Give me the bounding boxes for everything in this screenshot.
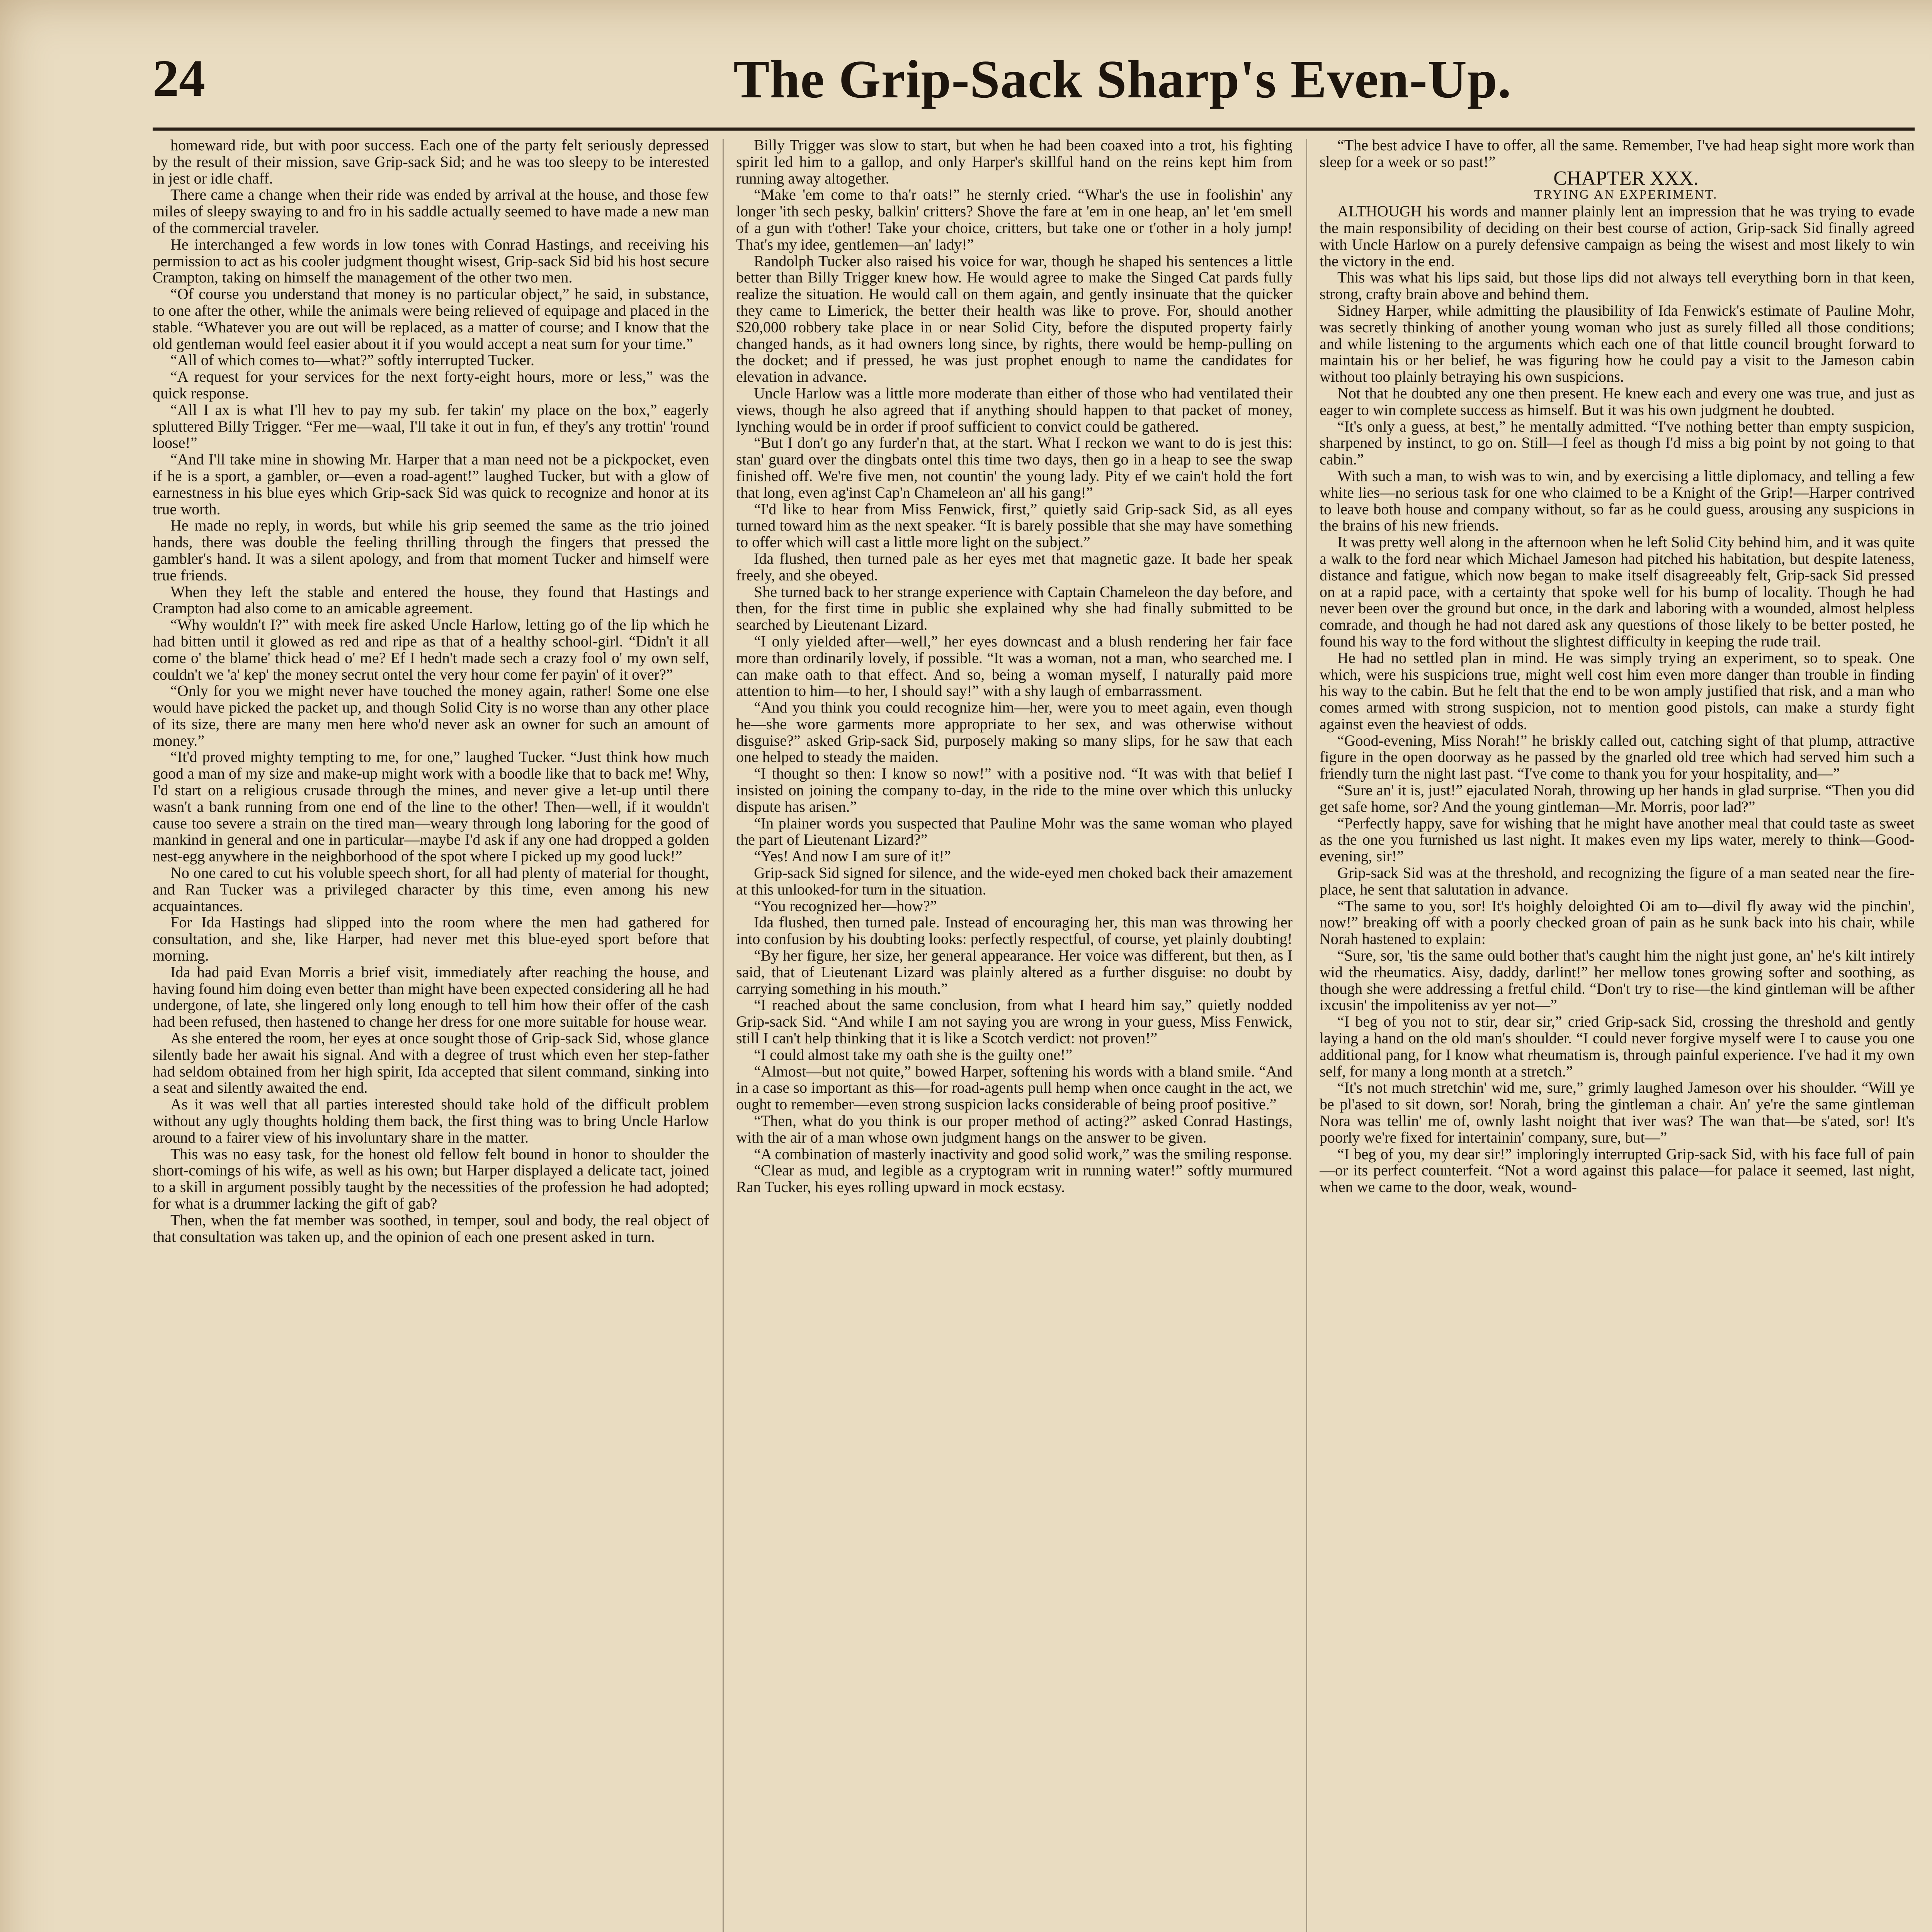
paragraph: homeward ride, but with poor success. Each one of the party felt seriously depressed by the result of their mission, save Grip-sack Sid; and he was too sleepy to be interested in jest or idle chaff. (153, 137, 709, 187)
paragraph: Grip-sack Sid was at the threshold, and recognizing the figure of a man seated near the fire-place, he sent that salutation in advance. (1320, 864, 1915, 898)
paragraph: “A request for your services for the next forty-eight hours, more or less,” was the quick response. (153, 368, 709, 402)
paragraph: “Perfectly happy, save for wishing that he might have another meal that could taste as sweet as the one you furnished us last night. It makes even my lips water, merely to think—Good-evening, sir!” (1320, 814, 1915, 865)
paragraph: “I beg of you, my dear sir!” imploringly interrupted Grip-sack Sid, with his face full of pain—or its perfect counterfeit. “Not a word against this palace—for palace it seemed, last night, when we came to the door, weak, wound- (1320, 1145, 1915, 1196)
paragraph: “Then, what do you think is our proper method of acting?” asked Conrad Hastings, with the air of a man whose own judgment hangs on the answer to be given. (736, 1112, 1293, 1146)
paragraph: “By her figure, her size, her general appearance. Her voice was different, but then, as I said, that of Lieutenant Lizard was plainly altered as a further disguise: no doubt by carrying something in his mouth.” (736, 947, 1293, 997)
paragraph: He made no reply, in words, but while his grip seemed the same as the trio joined hands, there was double the feeling thrilling through the fingers that pressed the gambler's hand. It was a silent apology, and from that moment Tucker and himself were true friends. (153, 517, 709, 584)
paragraph: “And you think you could recognize him—her, were you to meet again, even though he—she wore garments more appropriate to her sex, and was otherwise without disguise?” asked Grip-sack Sid, purposely making so many slips, for he saw that each one helped to steady the maiden. (736, 699, 1293, 766)
paragraph: “Good-evening, Miss Norah!” he briskly called out, catching sight of that plump, attractive figure in the open doorway as he passed by the gnarled old tree which had served him such a friendly turn the night last past. “I've come to thank you for your hospitality, and—” (1320, 731, 1915, 782)
paragraph: Ida flushed, then turned pale as her eyes met that magnetic gaze. It bade her speak freely, and she obeyed. (736, 549, 1293, 584)
paragraph: “Yes! And now I am sure of it!” (754, 847, 951, 865)
paragraph: “A combination of masterly inactivity and good solid work,” was the smiling response. (754, 1145, 1293, 1163)
paragraph: Sidney Harper, while admitting the plausibility of Ida Fenwick's estimate of Pauline Mohr, was secretly thinking of another young woman who just as surely filled all those conditions; and while listening to the arguments which each one of that little council brought forward to maintain his or her belief, he was figuring how he could pay a visit to the Jameson cabin without too plainly betraying his own suspicions. (1320, 301, 1915, 386)
running-title: The Grip-Sack Sharp's Even-Up. (733, 49, 1512, 109)
column-divider (723, 139, 724, 1932)
paragraph: “I thought so then: I know so now!” with a positive nod. “It was with that belief I insisted on joining the company to-day, in the ride to the mine over which this unlucky dispute has arisen.” (736, 765, 1293, 815)
paragraph: “Almost—but not quite,” bowed Harper, softening his words with a bland smile. “And in a case so important as this—for road-agents pull hemp when once caught in the act, we ought to remember—even strong suspicion lacks considerable of being proof positive.” (736, 1062, 1293, 1113)
paragraph: He interchanged a few words in low tones with Conrad Hastings, and receiving his permission to act as his cooler judgment thought wisest, Grip-sack Sid bid his host secure Crampton, taking on himself the management of the other two men. (153, 235, 709, 286)
chapter-heading: CHAPTER XXX. (1553, 167, 1699, 189)
paragraph: “I beg of you not to stir, dear sir,” cried Grip-sack Sid, crossing the threshold and gently laying a hand on the old man's shoulder. “I could never forgive myself were I to cause you one additional pang, for I know what rheumatism is, through painful experience. I've had it my own self, for many a long month at a stretch.” (1320, 1013, 1915, 1080)
paragraph: “But I don't go any furder'n that, at the start. What I reckon we want to do is jest this: stan' guard over the dingbats ontel this time two days, then go in a heap to see the swap finished off. We're five men, not countin' the young lady. Pity ef we cain't hold the fort that long, even ag'inst Cap'n Chameleon an' all his gang!” (736, 434, 1293, 501)
paragraph: Then, when the fat member was soothed, in temper, soul and body, the real object of that consultation was taken up, and the opinion of each one present asked in turn. (153, 1211, 709, 1245)
paragraph: “It's only a guess, at best,” he mentally admitted. “I've nothing better than empty suspicion, sharpened by instinct, to go on. Still—I feel as though I'd miss a big point by not going to that cabin.” (1320, 417, 1915, 468)
text-column-1 (153, 137, 709, 1932)
column-divider (1306, 139, 1307, 1932)
paragraph: “I reached about the same conclusion, from what I heard him say,” quietly nodded Grip-sack Sid. “And while I am not saying you are wrong in your guess, Miss Fenwick, still I can't help thinking that it is like a Scotch verdict: not proven!” (736, 996, 1293, 1047)
column-3-intro (1320, 137, 1915, 170)
paragraph: “Sure an' it is, just!” ejaculated Norah, throwing up her hands in glad surprise. “Then you did get safe home, sor? And the young gintleman—Mr. Morris, poor lad?” (1320, 781, 1915, 815)
paragraph: “In plainer words you suspected that Pauline Mohr was the same woman who played the part of Lieutenant Lizard?” (736, 814, 1293, 849)
paragraph: “I'd like to hear from Miss Fenwick, first,” quietly said Grip-sack Sid, as all eyes turned toward him as the next speaker. “It is barely possible that she may have something to offer which will cast a little more light on the subject.” (736, 500, 1293, 551)
page-number: 24 (153, 49, 205, 107)
column-3-body (1320, 203, 1915, 1196)
paragraph: “All I ax is what I'll hev to pay my sub. fer takin' my place on the box,” eagerly spluttered Billy Trigger. “Fer me—waal, I'll take it out in fun, ef they's any trottin' 'round loose!” (153, 401, 709, 452)
paragraph: “I only yielded after—well,” her eyes downcast and a blush rendering her fair face more than ordinarily lovely, if possible. “It was a woman, not a man, who searched me. I can make oath to that effect. And so, being a woman myself, I naturally paid more attention to him—to her, I should say!” with a shy laugh of embarrassment. (736, 632, 1293, 700)
paragraph: As she entered the room, her eyes at once sought those of Grip-sack Sid, whose glance silently bade her await his signal. And with a degree of trust which even her step-father had seldom obtained from her high spirit, Ida accepted that silent command, sinking into a seat and silently awaited the end. (153, 1029, 709, 1097)
paragraph: ALTHOUGH his words and manner plainly lent an impression that he was trying to evade the main responsibility of deciding on their best course of action, Grip-sack Sid finally agreed with Uncle Harlow on a purely defensive campaign as being the wisest and most likely to win the victory in the end. (1320, 202, 1915, 270)
paragraph: Ida had paid Evan Morris a brief visit, immediately after reaching the house, and having found him doing even better than might have been expected considering all he had undergone, of late, she lingered only long enough to tell him how their offer of the cash had been refused, then hastened to change her dress for one more suitable for house wear. (153, 963, 709, 1031)
paragraph: “The best advice I have to offer, all the same. Remember, I've had heap sight more work than sleep for a week or so past!” (1320, 137, 1915, 170)
paragraph: “All of which comes to—what?” softly interrupted Tucker. (170, 351, 535, 369)
paragraph: No one cared to cut his voluble speech short, for all had plenty of material for thought, and Ran Tucker was a privileged character by this time, even among his new acquaintances. (153, 864, 709, 915)
text-column-2 (736, 137, 1293, 1932)
paragraph: “You recognized her—how?” (754, 897, 937, 915)
paragraph: “Sure, sor, 'tis the same ould bother that's caught him the night just gone, an' he's kilt intirely wid the rheumatics. Aisy, daddy, darlint!” her mellow tones growing softer and soothing, as though she were addressing a fretful child. “Don't try to rise—the kind gintleman will be afther ixcusin' the impoliteniss av yer not—” (1320, 947, 1915, 1014)
paragraph: This was no easy task, for the honest old fellow felt bound in honor to shoulder the short-comings of his wife, as well as his own; but Harper displayed a delicate tact, joined to a skill in argument possibly taught by the necessities of the profession he had adopted; for what is a drummer lacking the gift of gab? (153, 1145, 709, 1212)
page-header (153, 41, 1915, 137)
paragraph: “It's not much stretchin' wid me, sure,” grimly laughed Jameson over his shoulder. “Will ye be pl'ased to sit down, sor! Norah, bring the gintleman a chair. An' ye're the same gintleman Nora was tellin' me of, ownly lasht noight that iver was? The wan that—be s'ated, sor! It's poorly we're fixed for intertainin' company, sure, but—” (1320, 1079, 1915, 1146)
paragraph: Billy Trigger was slow to start, but when he had been coaxed into a trot, his fighting spirit led him to a gallop, and only Harper's skillful hand on the reins kept him from running away altogether. (736, 137, 1293, 187)
paragraph: For Ida Hastings had slipped into the room where the men had gathered for consultation, and she, like Harper, had never met this blue-eyed sport before that morning. (153, 913, 709, 964)
paragraph: This was what his lips said, but those lips did not always tell everything born in that keen, strong, crafty brain above and behind them. (1320, 269, 1915, 303)
paragraph: She turned back to her strange experience with Captain Chameleon the day before, and then, for the first time in public she explained why she had finally submitted to be searched by Lieutenant Lizard. (736, 583, 1293, 634)
paragraph: “And I'll take mine in showing Mr. Harper that a man need not be a pickpocket, even if he is a sport, a gambler, or—even a road-agent!” laughed Tucker, but with a glow of earnestness in his blue eyes which Grip-sack Sid was quick to recognize and honor at its true worth. (153, 451, 709, 518)
chapter-subtitle: TRYING AN EXPERIMENT. (1534, 187, 1718, 202)
text-column-3 (1320, 137, 1915, 1932)
paragraph: “Why wouldn't I?” with meek fire asked Uncle Harlow, letting go of the lip which he had bitten until it glowed as red and ripe as that of a healthy school-girl. “Didn't it all come o' the blame' thick head o' me? Ef I hedn't made sech a crazy fool o' my own self, couldn't we 'a' kep' the money secrut ontel the very hour come fer payin' of it over?” (153, 616, 709, 683)
paragraph: “Clear as mud, and legible as a cryptogram writ in running water!” softly murmured Ran Tucker, his eyes rolling upward in mock ecstasy. (736, 1162, 1293, 1196)
paragraph: With such a man, to wish was to win, and by exercising a little diplomacy, and telling a few white lies—no serious task for one who claimed to be a Knight of the Grip!—Harper contrived to leave both house and company without, so far as he could guess, arousing any suspicions in the brains of his new friends. (1320, 467, 1915, 534)
header-rule (153, 128, 1915, 131)
paragraph: When they left the stable and entered the house, they found that Hastings and Crampton had also come to an amicable agreement. (153, 583, 709, 617)
paragraph: Uncle Harlow was a little more moderate than either of those who had ventilated their views, though he also agreed that if anything should happen to that packet of money, lynching would be in order if proof sufficient to convict could be gathered. (736, 384, 1293, 435)
paragraph: “Only for you we might never have touched the money again, rather! Some one else would have picked the packet up, and though Solid City is no worse than any other place of its size, there are many men here who'd never ask an owner for such an amount of money.” (153, 682, 709, 749)
paragraph: “The same to you, sor! It's hoighly deloighted Oi am to—divil fly away wid the pinchin', now!” breaking off with a poorly checked groan of pain as he sunk back into his chair, while Norah hastened to explain: (1320, 897, 1915, 948)
paragraph: There came a change when their ride was ended by arrival at the house, and those few miles of sleepy swaying to and fro in his saddle actually seemed to have made a new man of the commercial traveler. (153, 186, 709, 236)
paragraph: Grip-sack Sid signed for silence, and the wide-eyed men choked back their amazement at this unlooked-for turn in the situation. (736, 864, 1293, 898)
paragraph: Ida flushed, then turned pale. Instead of encouraging her, this man was throwing her into confusion by his doubting looks: perfectly respectful, of course, yet plainly doubting! (736, 913, 1293, 948)
paragraph: He had no settled plan in mind. He was simply trying an experiment, so to speak. One which, were his suspicions true, might well cost him even more danger than trouble in finding his way to the cabin. But he felt that the end to be won amply justified that risk, and a man who comes armed with strong suspicion, not to mention good pistols, can make a sturdy fight against even the heaviest of odds. (1320, 649, 1915, 733)
paragraph: “Of course you understand that money is no particular object,” he said, in substance, to one after the other, while the animals were being relieved of equipage and placed in the stable. “Whatever you are out will be replaced, as a matter of course; and I know that the old gentleman would feel easier about it if you would accept a neat sum for your time.” (153, 285, 709, 352)
paragraph: Not that he doubted any one then present. He knew each and every one was true, and just as eager to win complete success as himself. But it was his own judgment he doubted. (1320, 384, 1915, 418)
paragraph: Randolph Tucker also raised his voice for war, though he shaped his sentences a little better than Billy Trigger knew how. He would agree to make the Singed Cat pards fully realize the situation. He would call on them again, and gently insinuate that the quicker they came to Limerick, the better their health was like to prove. For, should another $20,000 robbery take place in or near Solid City, before the disputed property fairly changed hands, as it had owners long since, by rights, there would be hemp-pulling on the docket; and if pressed, he was just prophet enough to name the candidates for elevation in advance. (736, 252, 1293, 386)
paragraph: “It'd proved mighty tempting to me, for one,” laughed Tucker. “Just think how much good a man of my size and make-up might work with a boodle like that to back me! Why, I'd start on a religious crusade through the mines, and never give a let-up until there wasn't a bank running from one end of the line to the other! Then—well, if it wouldn't cause too severe a strain on the tired man—weary through long laboring for the good of mankind in general and one in particular—maybe I'd ask if any one had dropped a golden nest-egg anywhere in the neighborhood of the spot where I picked up my good luck!” (153, 748, 709, 865)
paragraph: As it was well that all parties interested should take hold of the difficult problem without any ugly thoughts holding them back, the first thing was to bring Uncle Harlow around to a fairer view of his involuntary share in the matter. (153, 1095, 709, 1146)
paragraph: It was pretty well along in the afternoon when he left Solid City behind him, and it was quite a walk to the ford near which Michael Jameson had pitched his habitation, but despite lateness, distance and fatigue, which now began to make itself disagreeably felt, Grip-sack Sid pressed on at a rapid pace, with a certainty that spoke well for his bump of locality. Though he had never been over the ground but once, in the dark and laboring with a wounded, almost helpless comrade, and though he had not dared ask any questions of those likely to be better posted, he found his way to the ford without the slightest difficulty in keeping the rude trail. (1320, 533, 1915, 650)
paragraph: “Make 'em come to tha'r oats!” he sternly cried. “Whar's the use in foolishin' any longer 'ith sech pesky, balkin' critters? Shove the fare at 'em in one heap, an' let 'em smell of a gun with t'other! Take your choice, critters, but take one or t'other in a holy jump! That's my idee, gentlemen—an' lady!” (736, 186, 1293, 253)
paragraph: “I could almost take my oath she is the guilty one!” (754, 1046, 1073, 1063)
